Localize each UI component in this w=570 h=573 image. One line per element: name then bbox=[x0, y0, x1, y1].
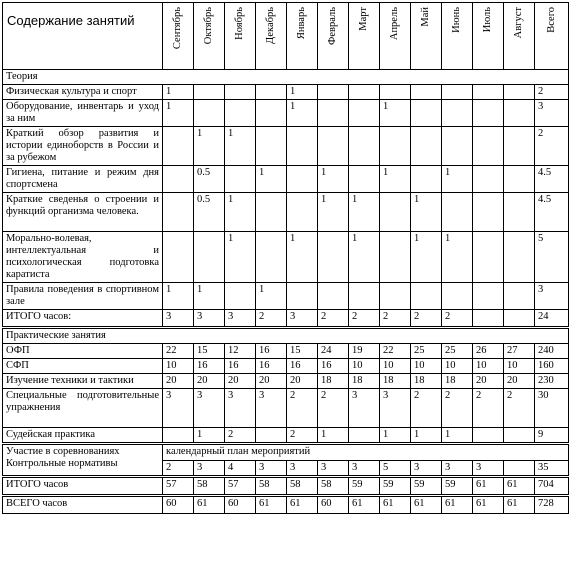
row-value: 10 bbox=[504, 359, 535, 374]
row-label: Судейская практика bbox=[3, 428, 163, 444]
row-value bbox=[411, 85, 442, 100]
row-label: ИТОГО часов bbox=[3, 477, 163, 496]
row-value bbox=[473, 193, 504, 232]
row-value bbox=[318, 127, 349, 166]
practice-row bbox=[3, 428, 569, 444]
row-value: 10 bbox=[442, 359, 473, 374]
theory-row bbox=[3, 85, 569, 100]
row-value: 12 bbox=[225, 344, 256, 359]
row-value bbox=[411, 100, 442, 127]
row-value: 2 bbox=[473, 389, 504, 428]
row-value bbox=[442, 193, 473, 232]
row-value bbox=[349, 166, 380, 193]
column-header-month bbox=[318, 3, 349, 70]
row-value bbox=[318, 85, 349, 100]
row-value bbox=[256, 85, 287, 100]
column-header-month bbox=[473, 3, 504, 70]
month-label: Май bbox=[420, 7, 431, 27]
section-practice bbox=[3, 328, 569, 344]
row-value: 20 bbox=[256, 374, 287, 389]
row-value: 15 bbox=[194, 344, 225, 359]
row-value bbox=[349, 127, 380, 166]
row-value: 61 bbox=[504, 496, 535, 514]
row-value: 3 bbox=[194, 461, 225, 477]
row-value bbox=[380, 283, 411, 310]
row-value: 0.5 bbox=[194, 193, 225, 232]
row-value: 1 bbox=[163, 85, 194, 100]
row-value: 16 bbox=[256, 344, 287, 359]
row-value: 1 bbox=[287, 100, 318, 127]
row-value: 57 bbox=[225, 477, 256, 496]
column-header-month bbox=[535, 3, 569, 70]
row-value: 16 bbox=[194, 359, 225, 374]
row-value bbox=[349, 428, 380, 444]
competitions-row bbox=[3, 444, 569, 461]
row-label: Краткие сведенья о строении и функций организма человека. bbox=[3, 193, 163, 232]
column-header-month bbox=[349, 3, 380, 70]
row-value: 25 bbox=[442, 344, 473, 359]
row-value: 15 bbox=[287, 344, 318, 359]
row-value: 60 bbox=[318, 496, 349, 514]
row-value bbox=[504, 461, 535, 477]
row-value: 20 bbox=[504, 374, 535, 389]
row-value: 2 bbox=[256, 310, 287, 328]
row-value bbox=[411, 127, 442, 166]
row-value: 59 bbox=[380, 477, 411, 496]
row-value: 18 bbox=[318, 374, 349, 389]
row-value bbox=[473, 310, 504, 328]
month-label: Ноябрь bbox=[234, 7, 245, 40]
month-label: Март bbox=[358, 7, 369, 31]
theory-row bbox=[3, 193, 569, 232]
section-theory bbox=[3, 70, 569, 85]
row-value: 3 bbox=[442, 461, 473, 477]
row-value bbox=[256, 100, 287, 127]
theory-row bbox=[3, 232, 569, 283]
row-value: 18 bbox=[411, 374, 442, 389]
row-value bbox=[504, 310, 535, 328]
row-value: 1 bbox=[349, 232, 380, 283]
month-label: Август bbox=[513, 7, 524, 39]
row-value bbox=[163, 166, 194, 193]
row-value bbox=[504, 283, 535, 310]
row-value bbox=[225, 85, 256, 100]
row-value: 2 bbox=[535, 127, 569, 166]
row-value: 3 bbox=[411, 461, 442, 477]
competitions-label: Участие в соревнованиях bbox=[6, 446, 120, 457]
column-header-month bbox=[163, 3, 194, 70]
practice-total-row bbox=[3, 477, 569, 496]
header-row bbox=[3, 3, 569, 70]
row-value: 1 bbox=[411, 232, 442, 283]
row-value: 10 bbox=[163, 359, 194, 374]
row-value: 18 bbox=[349, 374, 380, 389]
row-value bbox=[380, 85, 411, 100]
row-value: 58 bbox=[256, 477, 287, 496]
row-value: 2 bbox=[318, 310, 349, 328]
row-value: 61 bbox=[411, 496, 442, 514]
row-value: 1 bbox=[194, 428, 225, 444]
row-value bbox=[411, 166, 442, 193]
row-value: 2 bbox=[287, 389, 318, 428]
row-value: 2 bbox=[504, 389, 535, 428]
row-value: 1 bbox=[380, 100, 411, 127]
row-label: СФП bbox=[3, 359, 163, 374]
row-label: ВСЕГО часов bbox=[3, 496, 163, 514]
row-value: 24 bbox=[535, 310, 569, 328]
row-value bbox=[473, 100, 504, 127]
row-value: 57 bbox=[163, 477, 194, 496]
row-value: 1 bbox=[442, 166, 473, 193]
row-value: 1 bbox=[163, 283, 194, 310]
row-value: 2 bbox=[442, 389, 473, 428]
row-value: 5 bbox=[380, 461, 411, 477]
row-value: 9 bbox=[535, 428, 569, 444]
column-header-month bbox=[194, 3, 225, 70]
row-value: 61 bbox=[442, 496, 473, 514]
theory-total-row bbox=[3, 310, 569, 328]
row-value: 1 bbox=[163, 100, 194, 127]
row-value bbox=[318, 283, 349, 310]
row-value: 58 bbox=[287, 477, 318, 496]
row-value: 10 bbox=[411, 359, 442, 374]
row-label: Правила поведения в спортивном зале bbox=[3, 283, 163, 310]
row-value bbox=[349, 283, 380, 310]
row-value bbox=[473, 428, 504, 444]
row-value: 4.5 bbox=[535, 193, 569, 232]
row-value: 59 bbox=[349, 477, 380, 496]
row-value: 1 bbox=[194, 127, 225, 166]
row-value: 30 bbox=[535, 389, 569, 428]
row-value: 1 bbox=[194, 283, 225, 310]
month-label: Всего bbox=[545, 7, 557, 33]
row-value bbox=[349, 100, 380, 127]
row-value: 4 bbox=[225, 461, 256, 477]
row-value: 1 bbox=[380, 428, 411, 444]
row-value bbox=[256, 232, 287, 283]
row-value bbox=[225, 100, 256, 127]
row-value bbox=[380, 193, 411, 232]
row-value bbox=[287, 127, 318, 166]
row-value bbox=[504, 193, 535, 232]
row-value: 3 bbox=[225, 389, 256, 428]
row-value: 61 bbox=[473, 477, 504, 496]
schedule-table bbox=[2, 2, 569, 514]
row-value: 3 bbox=[535, 283, 569, 310]
row-value bbox=[504, 85, 535, 100]
row-value: 24 bbox=[318, 344, 349, 359]
theory-row bbox=[3, 100, 569, 127]
column-header-month bbox=[380, 3, 411, 70]
row-value: 61 bbox=[194, 496, 225, 514]
row-value: 61 bbox=[256, 496, 287, 514]
row-value: 2 bbox=[225, 428, 256, 444]
row-value: 1 bbox=[349, 193, 380, 232]
row-value: 20 bbox=[287, 374, 318, 389]
row-value bbox=[318, 232, 349, 283]
row-value: 22 bbox=[163, 344, 194, 359]
theory-row bbox=[3, 283, 569, 310]
row-value: 1 bbox=[225, 127, 256, 166]
row-value: 3 bbox=[349, 461, 380, 477]
row-value bbox=[504, 127, 535, 166]
row-value bbox=[287, 283, 318, 310]
row-value bbox=[225, 283, 256, 310]
row-value: 1 bbox=[318, 428, 349, 444]
row-value: 3 bbox=[194, 389, 225, 428]
row-value: 3 bbox=[256, 389, 287, 428]
row-value bbox=[473, 232, 504, 283]
row-value bbox=[194, 232, 225, 283]
row-value: 2 bbox=[318, 389, 349, 428]
row-value bbox=[287, 166, 318, 193]
grand-total-row bbox=[3, 496, 569, 514]
theory-row bbox=[3, 127, 569, 166]
row-value: 2 bbox=[349, 310, 380, 328]
row-value: 1 bbox=[442, 428, 473, 444]
row-value: 18 bbox=[380, 374, 411, 389]
practice-row bbox=[3, 389, 569, 428]
row-value: 27 bbox=[504, 344, 535, 359]
row-value: 1 bbox=[287, 85, 318, 100]
row-value bbox=[504, 232, 535, 283]
row-value: 1 bbox=[318, 193, 349, 232]
row-value: 2 bbox=[535, 85, 569, 100]
month-label: Октябрь bbox=[203, 7, 214, 45]
row-value: 1 bbox=[411, 428, 442, 444]
row-label: Физическая культура и спорт bbox=[3, 85, 163, 100]
row-value bbox=[194, 100, 225, 127]
row-value: 240 bbox=[535, 344, 569, 359]
row-value: 2 bbox=[287, 428, 318, 444]
row-value: 20 bbox=[163, 374, 194, 389]
practice-row bbox=[3, 359, 569, 374]
row-value: 16 bbox=[256, 359, 287, 374]
row-value: 3 bbox=[380, 389, 411, 428]
section-label: Теория bbox=[3, 70, 569, 85]
row-value: 61 bbox=[473, 496, 504, 514]
row-value: 4.5 bbox=[535, 166, 569, 193]
row-value bbox=[380, 232, 411, 283]
row-value bbox=[318, 100, 349, 127]
row-value: 3 bbox=[473, 461, 504, 477]
column-header-content: Содержание занятий bbox=[3, 3, 163, 70]
row-value: 1 bbox=[225, 232, 256, 283]
row-value: 3 bbox=[163, 389, 194, 428]
theory-row bbox=[3, 166, 569, 193]
row-value: 20 bbox=[473, 374, 504, 389]
row-value: 59 bbox=[411, 477, 442, 496]
row-value: 22 bbox=[380, 344, 411, 359]
row-value bbox=[194, 85, 225, 100]
row-value: 20 bbox=[225, 374, 256, 389]
row-value: 61 bbox=[380, 496, 411, 514]
row-value: 3 bbox=[318, 461, 349, 477]
row-value: 1 bbox=[225, 193, 256, 232]
row-value bbox=[473, 283, 504, 310]
row-value bbox=[349, 85, 380, 100]
table-body bbox=[3, 70, 569, 514]
row-value: 35 bbox=[535, 461, 569, 477]
row-value bbox=[473, 127, 504, 166]
month-label: Июнь bbox=[451, 7, 462, 33]
row-value: 728 bbox=[535, 496, 569, 514]
row-value: 59 bbox=[442, 477, 473, 496]
row-value: 1 bbox=[256, 166, 287, 193]
row-value: 160 bbox=[535, 359, 569, 374]
row-value: 1 bbox=[256, 283, 287, 310]
row-value: 1 bbox=[318, 166, 349, 193]
row-value: 3 bbox=[535, 100, 569, 127]
row-value: 58 bbox=[318, 477, 349, 496]
month-label: Июль bbox=[482, 7, 493, 33]
row-value bbox=[442, 283, 473, 310]
row-value bbox=[442, 85, 473, 100]
column-header-month bbox=[411, 3, 442, 70]
row-value: 61 bbox=[349, 496, 380, 514]
row-value: 3 bbox=[287, 310, 318, 328]
row-value: 3 bbox=[256, 461, 287, 477]
row-value: 60 bbox=[163, 496, 194, 514]
row-label: Оборудование, инвентарь и уход за ним bbox=[3, 100, 163, 127]
column-header-month bbox=[442, 3, 473, 70]
row-value bbox=[225, 166, 256, 193]
row-value: 16 bbox=[318, 359, 349, 374]
month-label: Декабрь bbox=[265, 7, 276, 44]
competitions-note: календарный план мероприятий bbox=[163, 444, 569, 461]
row-value: 60 bbox=[225, 496, 256, 514]
row-value: 230 bbox=[535, 374, 569, 389]
column-header-month bbox=[225, 3, 256, 70]
row-value bbox=[473, 85, 504, 100]
row-value bbox=[163, 193, 194, 232]
row-value bbox=[163, 428, 194, 444]
row-value: 20 bbox=[194, 374, 225, 389]
row-value: 3 bbox=[225, 310, 256, 328]
row-value bbox=[256, 193, 287, 232]
row-value: 61 bbox=[287, 496, 318, 514]
row-value: 3 bbox=[287, 461, 318, 477]
row-value: 2 bbox=[442, 310, 473, 328]
row-value: 704 bbox=[535, 477, 569, 496]
column-header-month bbox=[256, 3, 287, 70]
row-value bbox=[256, 428, 287, 444]
row-value: 3 bbox=[163, 310, 194, 328]
row-value: 16 bbox=[287, 359, 318, 374]
row-value bbox=[163, 127, 194, 166]
row-label: ИТОГО часов: bbox=[3, 310, 163, 328]
column-header-month bbox=[287, 3, 318, 70]
row-value bbox=[473, 166, 504, 193]
row-value bbox=[442, 100, 473, 127]
row-label: Гигиена, питание и режим дня спортсмена bbox=[3, 166, 163, 193]
row-value: 2 bbox=[163, 461, 194, 477]
row-value: 1 bbox=[411, 193, 442, 232]
row-value: 61 bbox=[504, 477, 535, 496]
row-label: Специальные подготовительные упражнения bbox=[3, 389, 163, 428]
row-value bbox=[287, 193, 318, 232]
row-value bbox=[504, 428, 535, 444]
control-normatives-label: Контрольные нормативы bbox=[6, 458, 118, 469]
practice-row bbox=[3, 344, 569, 359]
row-value: 58 bbox=[194, 477, 225, 496]
row-value: 5 bbox=[535, 232, 569, 283]
row-label: Краткий обзор развития и истории единоборств в России и за рубежом bbox=[3, 127, 163, 166]
row-value: 26 bbox=[473, 344, 504, 359]
month-label: Апрель bbox=[389, 7, 400, 41]
row-value: 18 bbox=[442, 374, 473, 389]
row-value bbox=[163, 232, 194, 283]
section-label: Практические занятия bbox=[3, 328, 569, 344]
row-value bbox=[442, 127, 473, 166]
row-value bbox=[504, 100, 535, 127]
row-value: 2 bbox=[411, 389, 442, 428]
row-value: 16 bbox=[225, 359, 256, 374]
month-label: Январь bbox=[296, 7, 307, 40]
column-header-month bbox=[504, 3, 535, 70]
row-value: 10 bbox=[349, 359, 380, 374]
row-value: 1 bbox=[287, 232, 318, 283]
month-label: Февраль bbox=[327, 7, 338, 45]
row-label: Морально-волевая, интеллектуальная и психологическая подготовка каратиста bbox=[3, 232, 163, 283]
row-value: 19 bbox=[349, 344, 380, 359]
row-value: 2 bbox=[380, 310, 411, 328]
row-value: 1 bbox=[442, 232, 473, 283]
row-value: 3 bbox=[194, 310, 225, 328]
row-value bbox=[504, 166, 535, 193]
row-value: 25 bbox=[411, 344, 442, 359]
row-label: Изучение техники и тактики bbox=[3, 374, 163, 389]
row-value: 10 bbox=[380, 359, 411, 374]
row-label: ОФП bbox=[3, 344, 163, 359]
row-value bbox=[256, 127, 287, 166]
row-value bbox=[411, 283, 442, 310]
row-value: 10 bbox=[473, 359, 504, 374]
row-value: 0.5 bbox=[194, 166, 225, 193]
row-value: 1 bbox=[380, 166, 411, 193]
row-value: 2 bbox=[411, 310, 442, 328]
competitions-control-label bbox=[3, 444, 163, 477]
row-value: 3 bbox=[349, 389, 380, 428]
month-label: Сентябрь bbox=[172, 7, 183, 50]
practice-row bbox=[3, 374, 569, 389]
row-value bbox=[380, 127, 411, 166]
